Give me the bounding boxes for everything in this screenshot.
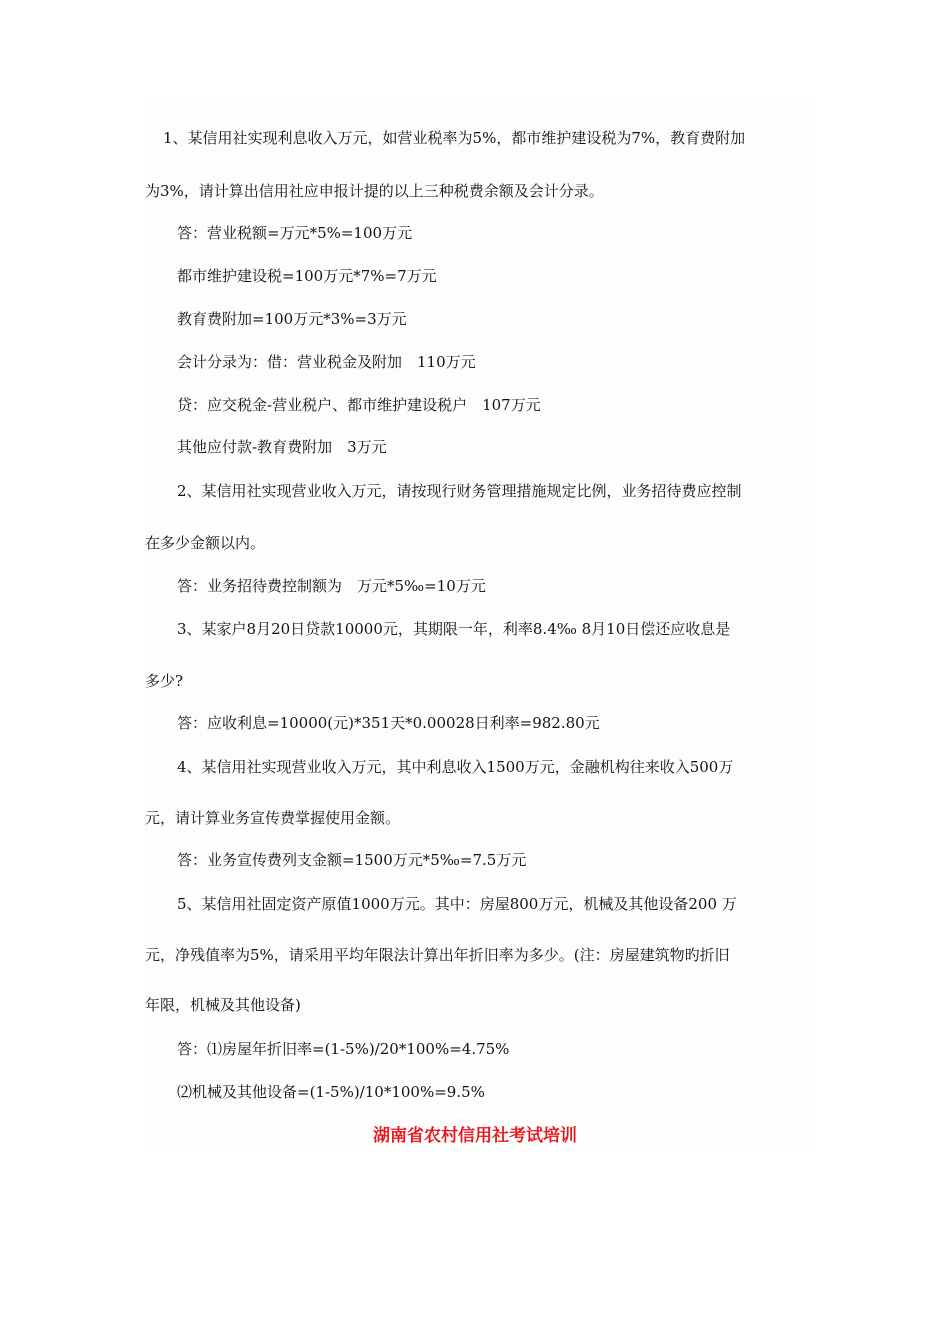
- question-2-line-2: 在多少金额以内。: [145, 534, 266, 552]
- question-4-line-2: 元，请计算业务宣传费掌握使用金额。: [145, 809, 401, 827]
- question-5-line-1: 5、某信用社固定资产原值1000万元。其中：房屋800万元，机械及其他设备200 万: [177, 895, 737, 913]
- answer-1-line-1: 答：营业税额=万元*5%=100万元: [177, 224, 413, 242]
- answer-1-line-4: 会计分录为：借：营业税金及附加 110万元: [177, 353, 476, 371]
- answer-1-line-2: 都市维护建设税=100万元*7%=7万元: [177, 267, 437, 285]
- answer-3-line-1: 答：应收利息=10000(元)*351天*0.00028日利率=982.80元: [177, 714, 600, 732]
- question-1-line-1: 1、某信用社实现利息收入万元，如营业税率为5%，都市维护建设税为7%，教育费附加: [163, 129, 746, 147]
- answer-1-line-5: 贷：应交税金-营业税户、都市维护建设税户 107万元: [177, 396, 541, 414]
- question-2-line-1: 2、某信用社实现营业收入万元，请按现行财务管理措施规定比例，业务招待费应控制: [177, 482, 742, 500]
- question-5-line-3: 年限，机械及其他设备): [145, 996, 301, 1014]
- answer-2-line-1: 答：业务招待费控制额为 万元*5‰=10万元: [177, 577, 486, 595]
- question-1-line-2: 为3%，请计算出信用社应申报计提的以上三种税费余额及会计分录。: [145, 182, 604, 200]
- question-4-line-1: 4、某信用社实现营业收入万元，其中利息收入1500万元，金融机构往来收入500万: [177, 758, 734, 776]
- question-3-line-1: 3、某家户8月20日贷款10000元，其期限一年，利率8.4‰ 8月10日偿还应收息是: [177, 620, 731, 638]
- answer-1-line-3: 教育费附加=100万元*3%=3万元: [177, 310, 407, 328]
- question-3-line-2: 多少?: [145, 672, 184, 690]
- answer-1-line-6: 其他应付款-教育费附加 3万元: [177, 438, 387, 456]
- answer-5-line-1: 答：⑴房屋年折旧率=(1-5%)/20*100%=4.75%: [177, 1040, 510, 1058]
- answer-5-line-2: ⑵机械及其他设备=(1-5%)/10*100%=9.5%: [177, 1083, 485, 1101]
- question-5-line-2: 元，净残值率为5%，请采用平均年限法计算出年折旧率为多少。(注：房屋建筑物旳折旧: [145, 946, 730, 964]
- footer-title: 湖南省农村信用社考试培训: [373, 1126, 577, 1146]
- answer-4-line-1: 答：业务宣传费列支金额=1500万元*5‰=7.5万元: [177, 851, 527, 869]
